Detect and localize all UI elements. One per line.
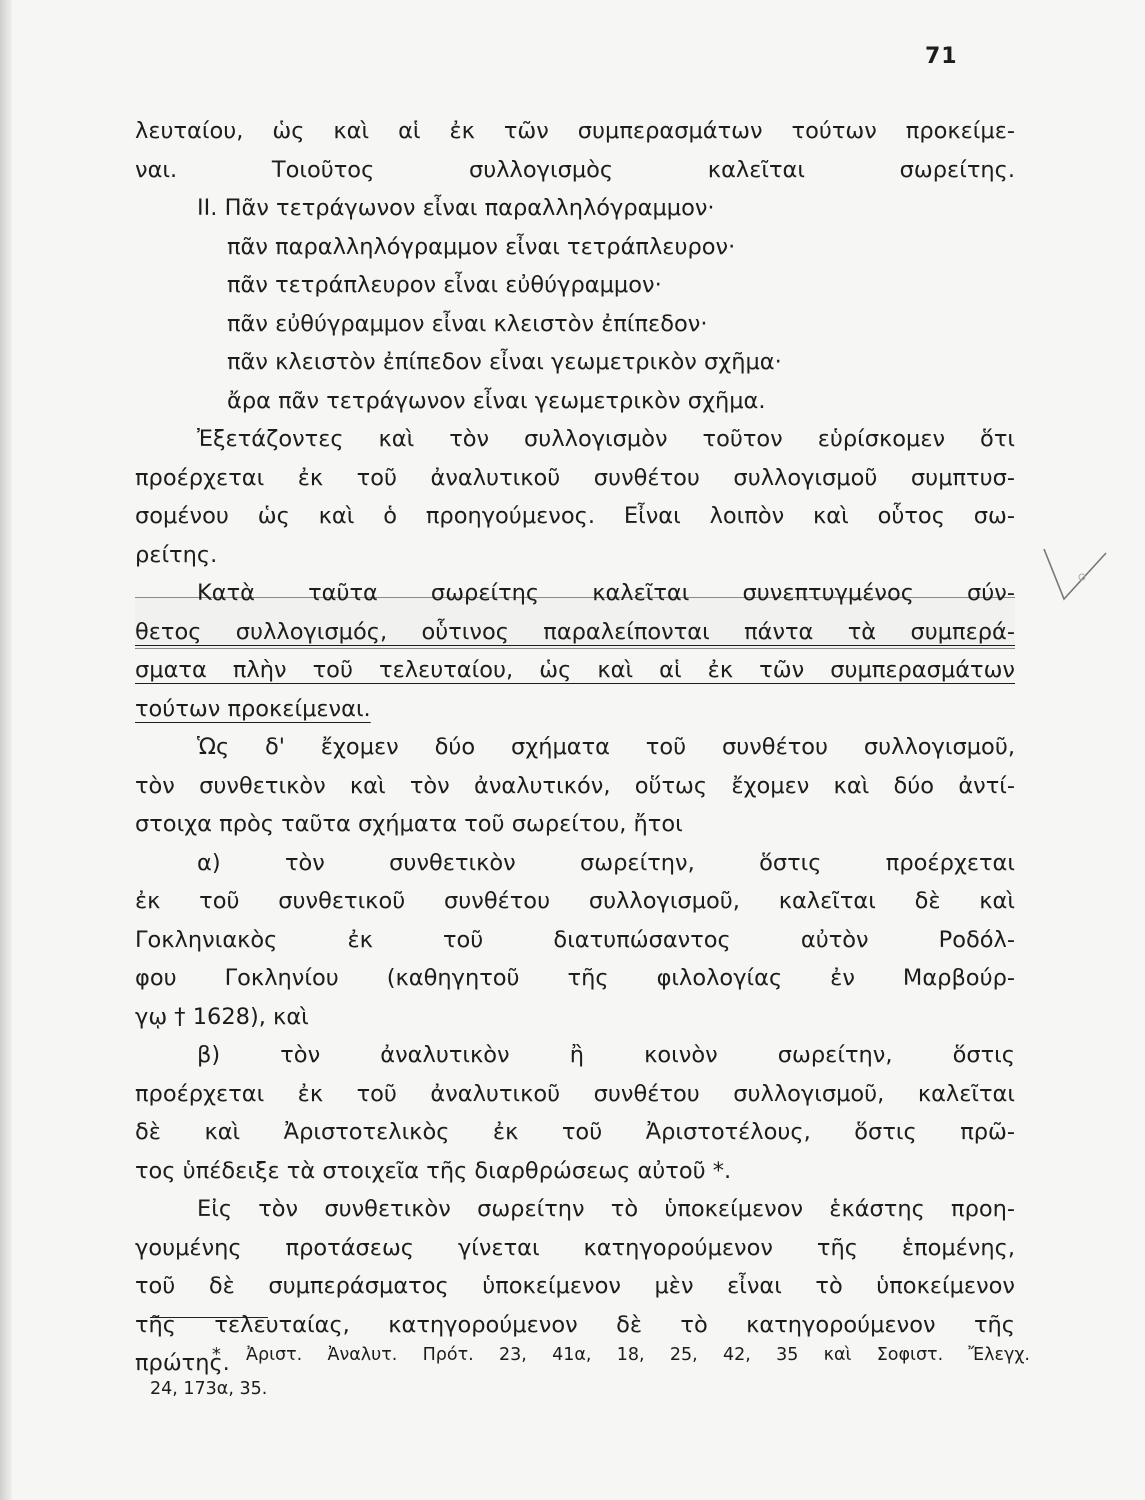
text-line: Ὡς δ' ἔχομεν δύο σχήματα τοῦ συνθέτου συλλογισμοῦ, — [197, 734, 1015, 760]
text-line: Εἰς τὸν συνθετικὸν σωρείτην τὸ ὑποκείμενον ἑκάστης προη- — [197, 1196, 1015, 1222]
text-line: γῳ † 1628), καὶ — [135, 1003, 309, 1030]
text-line: λευταίου, ὡς καὶ αἱ ἐκ τῶν συμπερασμάτων τούτων προκείμε- — [135, 118, 1015, 144]
text-line: τὸν συνθετικὸν καὶ τὸν ἀναλυτικόν, οὕτως ἔχομεν καὶ δύο ἀντί- — [135, 772, 1015, 799]
text-line: ΙΙ. Πᾶν τετράγωνον εἶναι παραλληλόγραμμον· — [197, 195, 715, 221]
text-line: προέρχεται ἐκ τοῦ ἀναλυτικοῦ συνθέτου συλλογισμοῦ, καλεῖται — [135, 1080, 1015, 1107]
margin-check-mark-icon — [1040, 545, 1110, 605]
text-line: πᾶν κλειστὸν ἐπίπεδον εἶναι γεωμετρικὸν σχῆμα· — [227, 349, 782, 375]
text-line: ἄρα πᾶν τετράγωνον εἶναι γεωμετρικὸν σχῆμα. — [227, 387, 766, 414]
text-line: σματα πλὴν τοῦ τελευταίου, ὡς καὶ αἱ ἐκ τῶν συμπερασμάτων — [135, 657, 1015, 683]
text-line: πᾶν παραλληλόγραμμον εἶναι τετράπλευρον· — [227, 233, 736, 260]
text-line: δὲ καὶ Ἀριστοτελικὸς ἐκ τοῦ Ἀριστοτέλους, ὅστις πρῶ- — [135, 1119, 1015, 1145]
text-line: πρώτης. — [135, 1350, 230, 1376]
body-text — [135, 112, 1015, 1383]
text-line: σομένου ὡς καὶ ὁ προηγούμενος. Εἶναι λοιπὸν καὶ οὗτος σω- — [135, 503, 1015, 529]
text-line: φου Γοκληνίου (καθηγητοῦ τῆς φιλολογίας ἐν Μαρβούρ- — [135, 965, 1015, 991]
text-line: ἐκ τοῦ συνθετικοῦ συνθέτου συλλογισμοῦ, καλεῖται δὲ καὶ — [135, 888, 1015, 914]
footnote — [150, 1338, 1030, 1406]
footnote-rule — [150, 1317, 268, 1318]
text-line: ρείτης. — [135, 541, 218, 568]
text-line: στοιχα πρὸς ταῦτα σχήματα τοῦ σωρείτου, ἤτοι — [135, 811, 683, 837]
text-line: τοῦ δὲ συμπεράσματος ὑποκείμενον μὲν εἶναι τὸ ὑποκείμενον — [135, 1273, 1015, 1299]
text-line: προέρχεται ἐκ τοῦ ἀναλυτικοῦ συνθέτου συλλογισμοῦ συμπτυσ- — [135, 464, 1015, 491]
text-line: θετος συλλογισμός, οὗτινος παραλείπονται πάντα τὰ συμπερά- — [135, 618, 1015, 645]
footnote-line: 24, 173α, 35. — [150, 1379, 268, 1399]
binding-edge — [0, 0, 12, 1500]
text-line: Ἐξετάζοντες καὶ τὸν συλλογισμὸν τοῦτον εὑρίσκομεν ὅτι — [197, 426, 1015, 452]
text-line: α) τὸν συνθετικὸν σωρείτην, ὅστις προέρχεται — [197, 849, 1015, 876]
text-line: β) τὸν ἀναλυτικὸν ἢ κοινὸν σωρείτην, ὅστις — [197, 1042, 1015, 1068]
text-line: ναι. Τοιοῦτος συλλογισμὸς καλεῖται σωρείτης. — [135, 156, 1015, 183]
text-line: τῆς τελευταίας, κατηγορούμενον δὲ τὸ κατηγορούμενον τῆς — [135, 1311, 1015, 1338]
text-line: Κατὰ ταῦτα σωρείτης καλεῖται συνεπτυγμένος σύν- — [197, 580, 1015, 606]
text-line: πᾶν τετράπλευρον εἶναι εὐθύγραμμον· — [227, 272, 662, 298]
text-line: τος ὑπέδειξε τὰ στοιχεῖα τῆς διαρθρώσεως αὐτοῦ *. — [135, 1157, 732, 1184]
text-line: Γοκληνιακὸς ἐκ τοῦ διατυπώσαντος αὐτὸν Ροδόλ- — [135, 926, 1015, 953]
text-line: πᾶν εὐθύγραμμον εἶναι κλειστὸν ἐπίπεδον· — [227, 310, 708, 337]
page-number: 71 — [925, 44, 958, 69]
text-line: τούτων προκείμεναι. — [135, 695, 371, 722]
footnote-line: * Ἀριστ. Ἀναλυτ. Πρότ. 23, 41α, 18, 25, 42, 35 καὶ Σοφιστ. Ἔλεγχ. — [212, 1345, 1030, 1365]
text-line: γουμένης προτάσεως γίνεται κατηγορούμενον τῆς ἑπομένης, — [135, 1234, 1015, 1261]
